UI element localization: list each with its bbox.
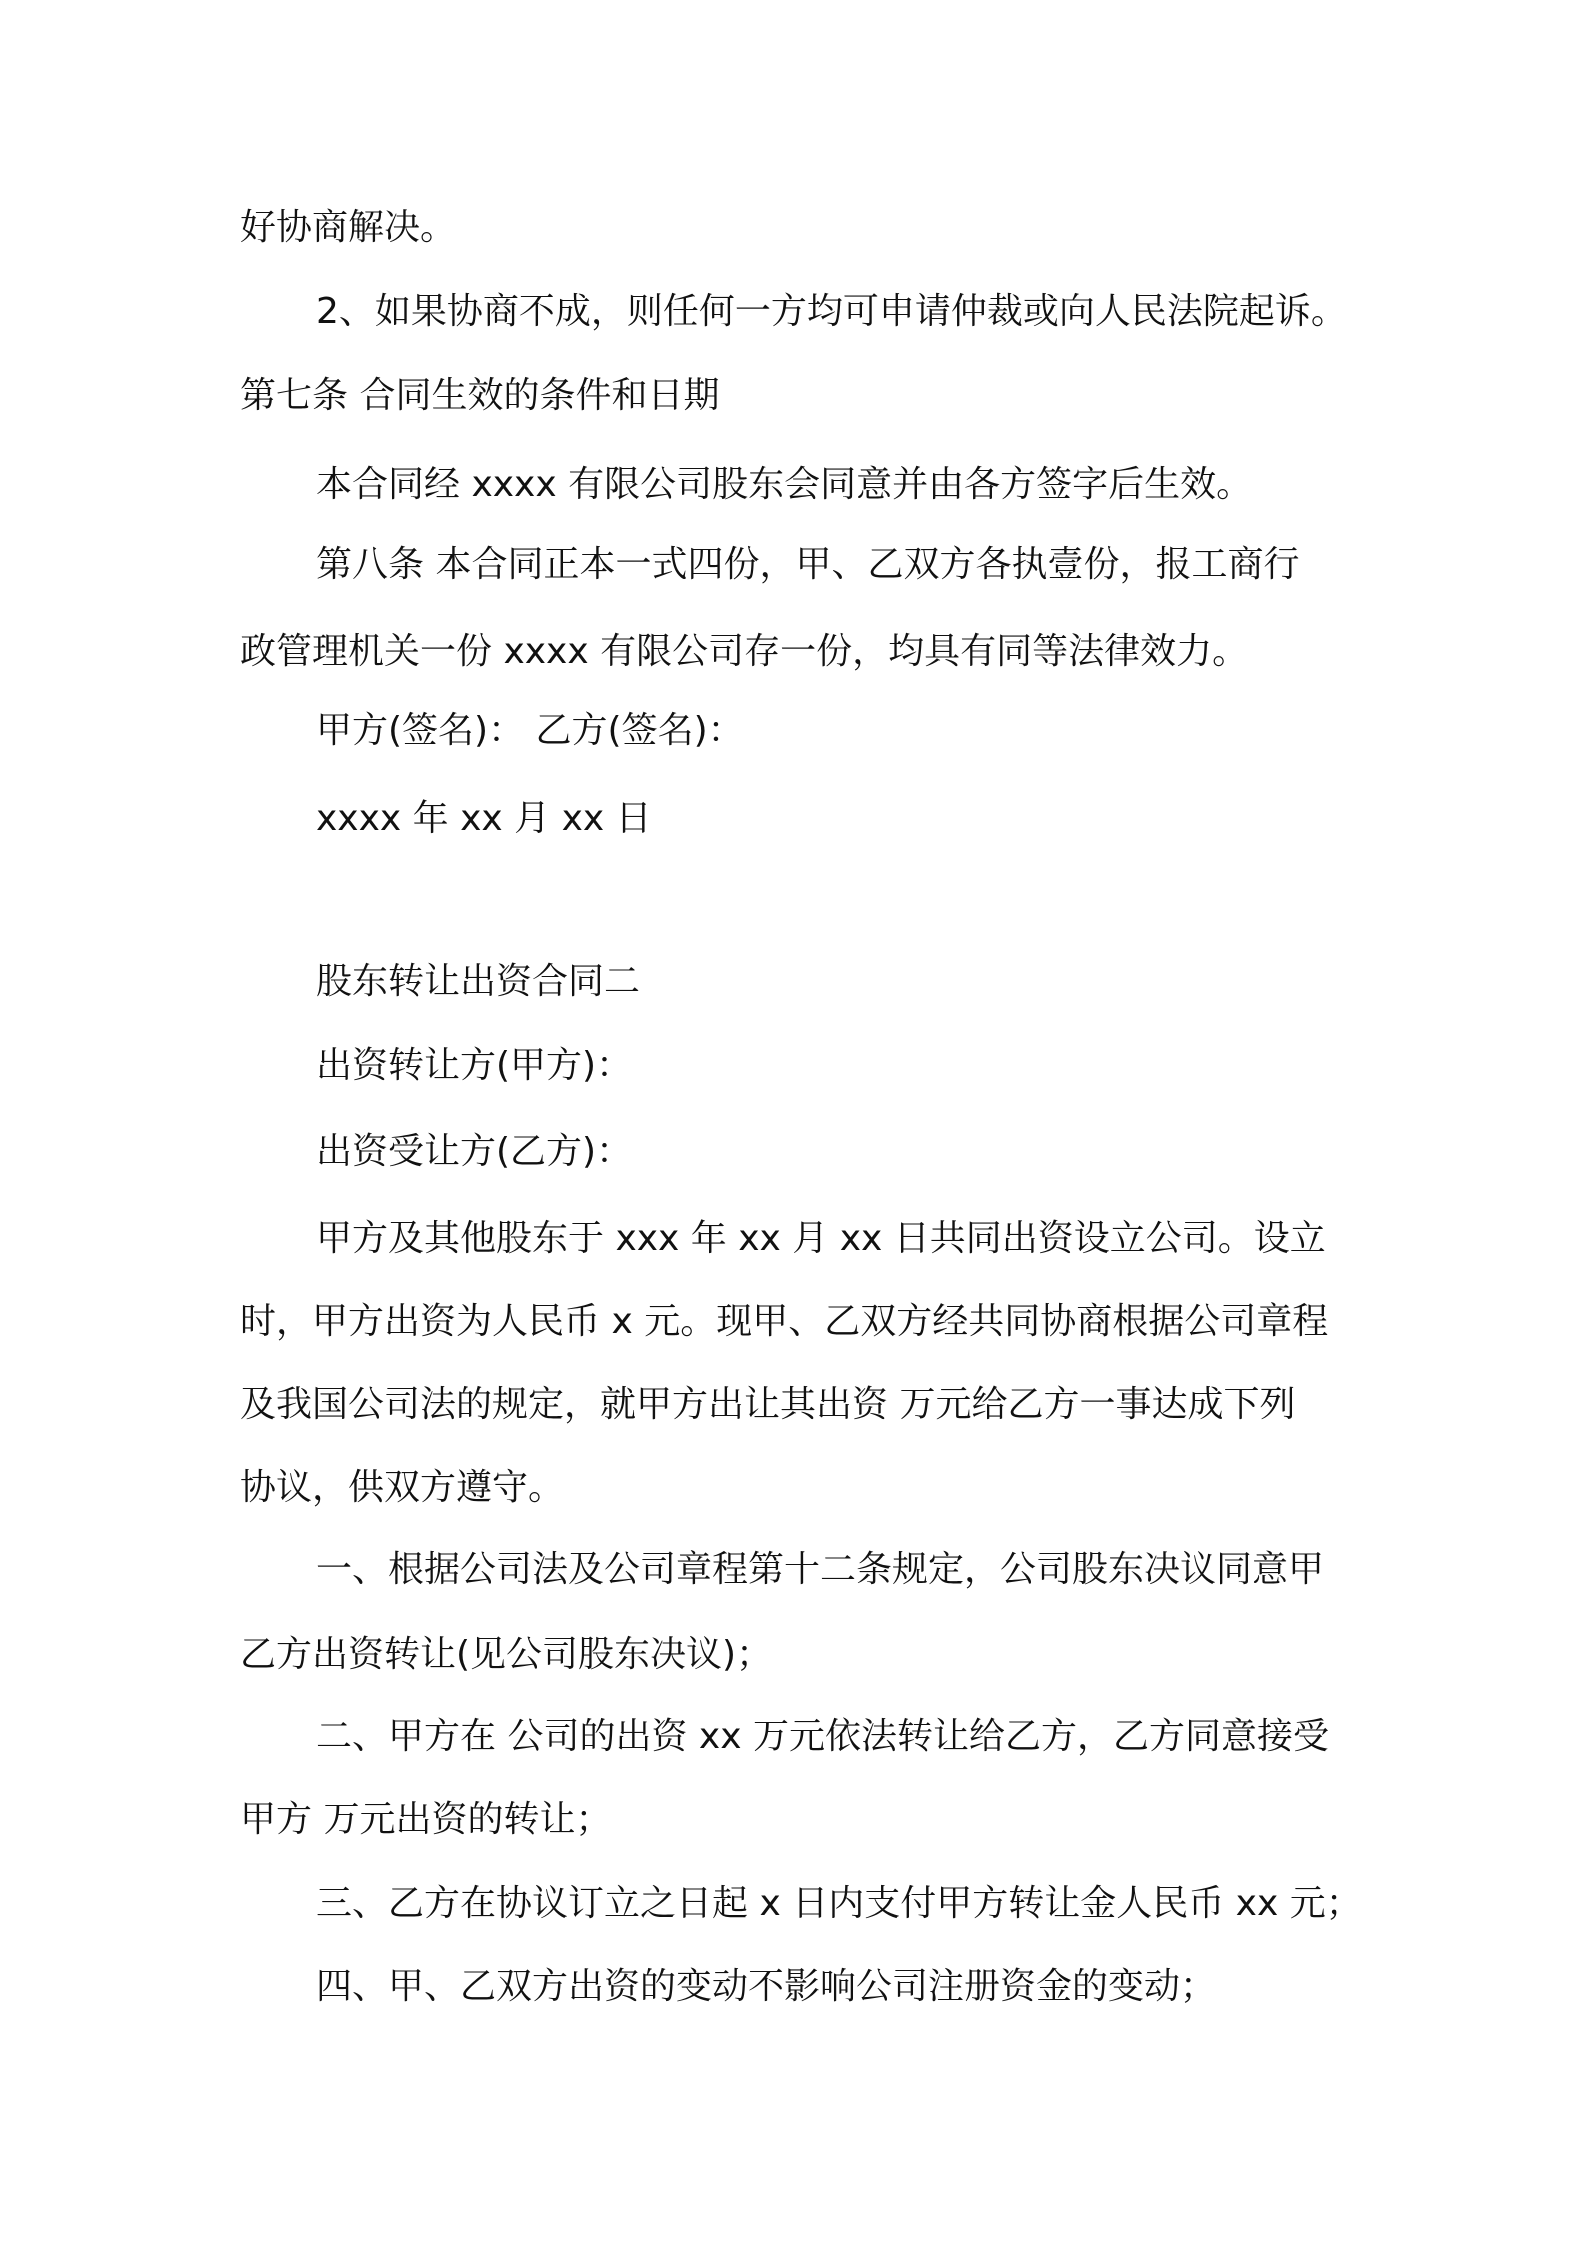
signature-line: 甲方(签名)： 乙方(签名)： [316, 710, 744, 751]
text-line: 2、如果协商不成，则任何一方均可申请仲裁或向人民法院起诉。 [316, 291, 1347, 332]
text-line: 及我国公司法的规定，就甲方出让其出资 万元给乙方一事达成下列 [240, 1384, 1296, 1425]
clause-line: 四、甲、乙双方出资的变动不影响公司注册资金的变动； [316, 1966, 1217, 2007]
text-line: 第八条 本合同正本一式四份，甲、乙双方各执壹份，报工商行 [316, 544, 1300, 585]
document-title: 股东转让出资合同二 [316, 961, 641, 1002]
text-line: 甲方及其他股东于 xxx 年 xx 月 xx 日共同出资设立公司。设立 [316, 1218, 1326, 1259]
transferor-line: 出资转让方(甲方)： [316, 1045, 633, 1086]
text-line: 时，甲方出资为人民币 x 元。现甲、乙双方经共同协商根据公司章程 [240, 1301, 1329, 1342]
date-line: xxxx 年 xx 月 xx 日 [316, 798, 652, 839]
text-line: 乙方出资转让(见公司股东决议)； [240, 1634, 773, 1675]
transferee-line: 出资受让方(乙方)： [316, 1131, 633, 1172]
text-line: 甲方 万元出资的转让； [240, 1799, 612, 1840]
text-line: 本合同经 xxxx 有限公司股东会同意并由各方签字后生效。 [316, 464, 1253, 505]
text-line: 协议，供双方遵守。 [240, 1467, 565, 1508]
text-line: 好协商解决。 [240, 207, 457, 248]
text-line: 政管理机关一份 xxxx 有限公司存一份，均具有同等法律效力。 [240, 631, 1249, 672]
section-heading: 第七条 合同生效的条件和日期 [240, 375, 720, 416]
clause-line: 三、乙方在协议订立之日起 x 日内支付甲方转让金人民币 xx 元； [316, 1883, 1362, 1924]
clause-line: 二、甲方在 公司的出资 xx 万元依法转让给乙方，乙方同意接受 [316, 1716, 1329, 1757]
clause-line: 一、根据公司法及公司章程第十二条规定，公司股东决议同意甲 [316, 1549, 1325, 1590]
